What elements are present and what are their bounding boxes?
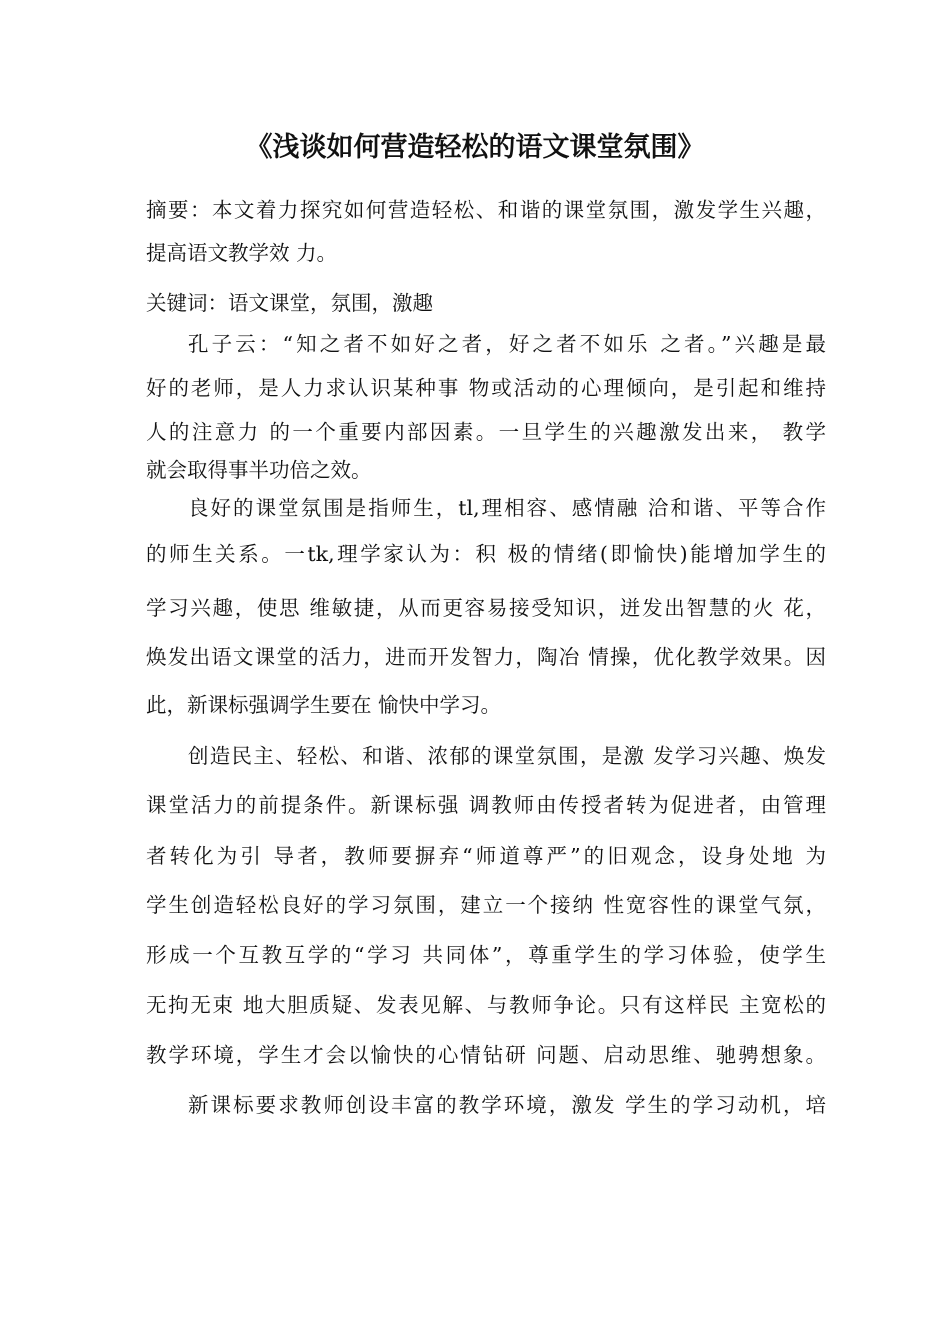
paragraph-1-line-3: 人的注意力 的一个重要内部因素。一旦学生的兴趣激发出来， 教学 xyxy=(146,420,826,444)
paragraph-1-line-1: 孔子云：“知之者不如好之者，好之者不如乐 之者。”兴趣是最 xyxy=(188,332,826,356)
keywords-line: 关键词：语文课堂，氛围，激趣 xyxy=(146,291,433,315)
abstract-line-1: 摘要：本文着力探究如何营造轻松、和谐的课堂氛围，激发学生兴趣， xyxy=(146,198,826,222)
paragraph-2-line-4: 焕发出语文课堂的活力，进而开发智力，陶冶 情操，优化教学效果。因 xyxy=(146,645,826,669)
document-title: 《浅谈如何营造轻松的语文课堂氛围》 xyxy=(245,132,705,163)
paragraph-3-line-3: 者转化为引 导者，教师要摒弃“师道尊严”的旧观念，设身处地 为 xyxy=(146,844,826,868)
paragraph-3-line-7: 教学环境，学生才会以愉快的心情钻研 问题、启动思维、驰骋想象。 xyxy=(146,1043,826,1067)
abstract-line-2: 提高语文教学效 力。 xyxy=(146,241,338,265)
paragraph-2-line-1: 良好的课堂氛围是指师生，tl,理相容、感情融 洽和谐、平等合作 xyxy=(188,496,826,520)
paragraph-3-line-6: 无拘无束 地大胆质疑、发表见解、与教师争论。只有这样民 主宽松的 xyxy=(146,993,826,1017)
paragraph-3-line-2: 课堂活力的前提条件。新课标强 调教师由传授者转为促进者，由管理 xyxy=(146,793,826,817)
paragraph-3-line-5: 形成一个互教互学的“学习 共同体”，尊重学生的学习体验，使学生 xyxy=(146,943,826,967)
paragraph-1-line-2: 好的老师，是人力求认识某种事 物或活动的心理倾向，是引起和维持 xyxy=(146,376,826,400)
paragraph-3-line-1: 创造民主、轻松、和谐、浓郁的课堂氛围，是激 发学习兴趣、焕发 xyxy=(188,744,826,768)
paragraph-2-line-5: 此，新课标强调学生要在 愉快中学习。 xyxy=(146,693,502,717)
paragraph-2-line-2: 的师生关系。一tk,理学家认为：积 极的情绪(即愉快)能增加学生的 xyxy=(146,542,826,566)
paragraph-2-line-3: 学习兴趣，使思 维敏捷，从而更容易接受知识，迸发出智慧的火 花， xyxy=(146,596,826,620)
paragraph-3-line-4: 学生创造轻松良好的学习氛围，建立一个接纳 性宽容性的课堂气氛， xyxy=(146,893,826,917)
paragraph-4-line-1: 新课标要求教师创设丰富的教学环境，激发 学生的学习动机，培 xyxy=(188,1093,826,1117)
paragraph-1-line-4: 就会取得事半功倍之效。 xyxy=(146,458,372,482)
